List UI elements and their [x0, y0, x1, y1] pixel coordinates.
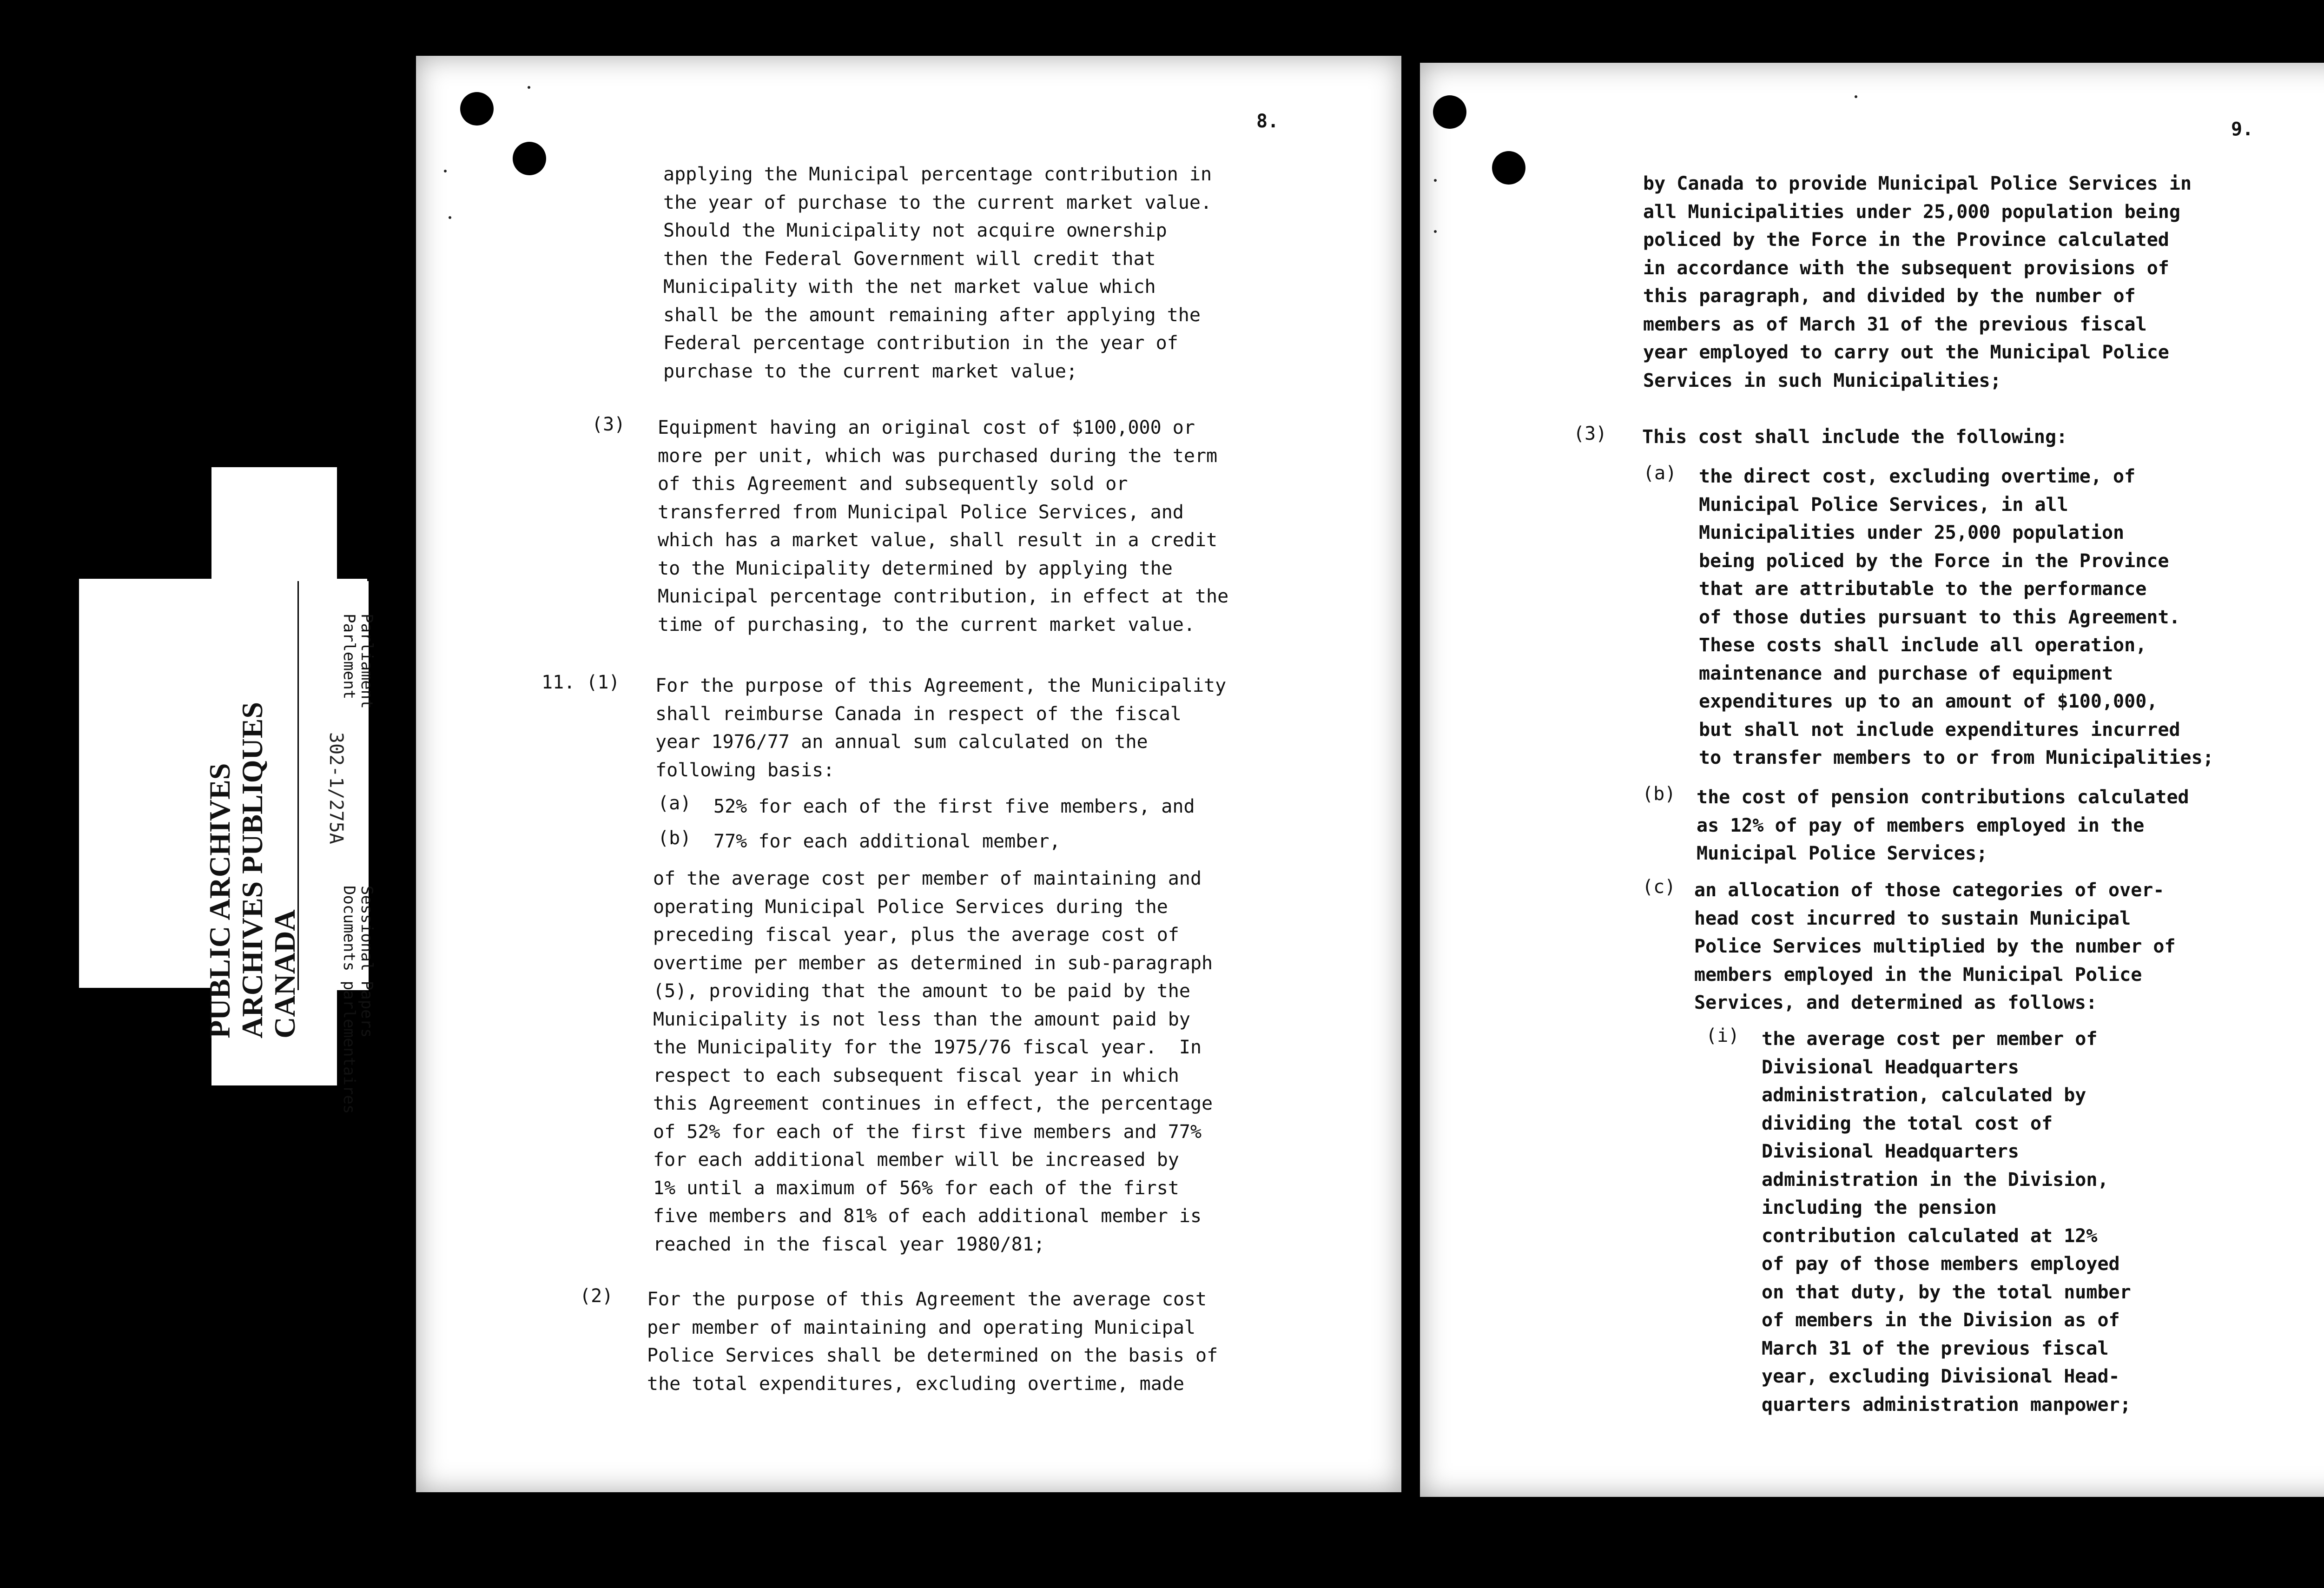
item-c-label: (c) — [1642, 876, 1676, 898]
page-8 — [416, 56, 1401, 1492]
para-2-label: (2) — [580, 1285, 614, 1307]
section-11-text: For the purpose of this Agreement, the Municipality shall reimburse Canada in respect of the fiscal year 1976/77 an annual sum calculated on the following basis: — [655, 675, 1227, 781]
page-9 — [1420, 63, 2324, 1497]
item-c-text: an allocation of those categories of over- head cost incurred to sustain Municipal Police Services multiplied by the number of members employed in the Municipal Police Services, and determined as follows: — [1694, 880, 2176, 1013]
punch-hole — [1433, 95, 1466, 129]
item-b-text: the cost of pension contributions calculated as 12% of pay of members employed in the Municipal Police Services; — [1697, 787, 2189, 864]
slip-label-sessional — [340, 886, 376, 1114]
archives-stamp — [203, 702, 324, 1039]
slip-label-parliament — [340, 614, 376, 709]
stamp-line-1: PUBLIC ARCHIVES — [203, 763, 236, 1039]
speck — [444, 170, 447, 172]
section-11-label: 11. (1) — [541, 672, 620, 693]
para-2-text: For the purpose of this Agreement the average cost per member of maintaining and operating Municipal Police Services shall be determined on the basis of the total expenditures, excluding overtime, made — [647, 1289, 1218, 1395]
item-a-text: the direct cost, excluding overtime, of Municipal Police Services, in all Municipalities under 25,000 population being policed by the Force in the Province that are attributable to the performance of those duties pursuant to this Agreement. These costs shall include all operation, maintenance and purchase of equipment expenditures up to an amount of $100,000, but shall not include expenditures incurred to transfer members to or from Municipalities; — [1699, 466, 2214, 768]
label-parliament-en: Parliament — [357, 614, 376, 709]
item-a-text: 52% for each of the first five members, and — [713, 796, 1195, 817]
page-number: 8. — [1256, 111, 1279, 132]
label-parliament-fr: Parlement — [340, 614, 358, 700]
para-3-label: (3) — [1573, 423, 1607, 444]
punch-hole — [1492, 151, 1525, 185]
label-sessional-en: Sessional Papers — [357, 886, 376, 1038]
item-a-label: (a) — [658, 793, 692, 814]
item-i-text: the average cost per member of Divisional Headquarters administration, calculated by dividing the total cost of Divisional Headquarters administration in the Division, including the pension contribution calculated at 12% of pay of those members employed on that duty, by the total number of members in the Division as of March 31 of the previous fiscal year, excluding Divisional Head- quarters administration manpower; — [1762, 1028, 2131, 1416]
section-11-continuation: of the average cost per member of maintaining and operating Municipal Police Services during the preceding fiscal year, plus the average cost of overtime per member as determined in sub-paragraph (5), providing that the amount to be paid by the Municipality is not less than the amount paid by the Municipality for the 1975/76 fiscal year. In respect to each subsequent fiscal year in which this Agreement continues in effect, the percentage of 52% for each of the first five members and 77% for each additional member will be increased by 1% until a maximum of 56% for each of the first five members and 81% of each additional member is reached in the fiscal year 1980/81; — [653, 868, 1213, 1255]
speck — [1434, 230, 1437, 233]
punch-hole — [460, 92, 494, 126]
slip-call-number: 302-1/275A — [325, 732, 347, 844]
paragraph-continuation: applying the Municipal percentage contribution in the year of purchase to the current market value. Should the Municipality not acquire ownership then the Federal Government will credit that Municipality with the net market value which shall be the amount remaining after applying the Federal percentage contribution in the year of purchase to the current market value; — [663, 164, 1212, 382]
para-3-label: (3) — [592, 414, 626, 435]
para-3-text: This cost shall include the following: — [1642, 426, 2068, 448]
para-3-text: Equipment having an original cost of $100,000 or more per unit, which was purchased during the term of this Agreement and subsequently sold or transferred from Municipal Police Services, and which has a market value, shall result in a credit to the Municipality determined by applying the Municipal percentage contribution, in effect at the time of purchasing, to the current market value. — [658, 417, 1229, 635]
item-b-text: 77% for each additional member, — [713, 831, 1061, 852]
item-b-label: (b) — [658, 827, 692, 849]
punch-hole — [513, 142, 546, 175]
stamp-line-2: ARCHIVES PUBLIQUES — [236, 702, 269, 1039]
speck — [449, 216, 451, 219]
item-b-label: (b) — [1642, 783, 1676, 805]
item-i-label: (i) — [1706, 1025, 1740, 1046]
label-sessional-fr: Documents parlementaires — [340, 886, 358, 1114]
speck — [1855, 95, 1857, 98]
item-a-label: (a) — [1643, 463, 1677, 484]
stamp-line-3: CANADA — [268, 909, 301, 1039]
page-number: 9. — [2231, 119, 2254, 140]
speck — [528, 86, 530, 89]
paragraph-continuation: by Canada to provide Municipal Police Services in all Municipalities under 25,000 population being policed by the Force in the Province calculated in accordance with the subsequent provisions of this paragraph, and divided by the number of members as of March 31 of the previous fiscal year employed to carry out the Municipal Police Services in such Municipalities; — [1643, 173, 2192, 391]
speck — [1434, 179, 1437, 182]
